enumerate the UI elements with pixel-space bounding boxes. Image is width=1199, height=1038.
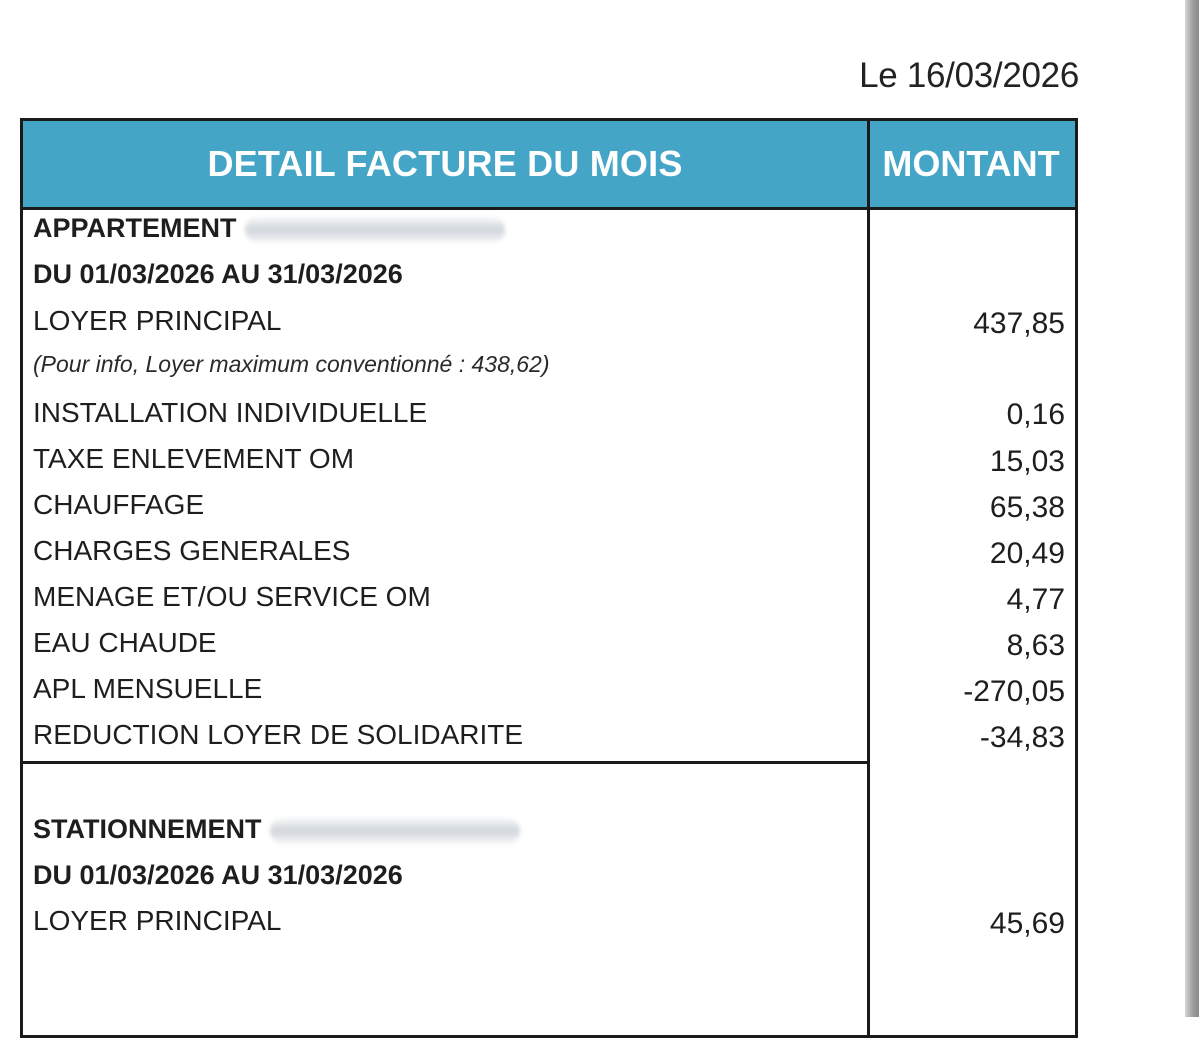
invoice-date: Le 16/03/2026 <box>859 56 1079 95</box>
line-label: CHAUFFAGE <box>33 489 205 520</box>
table-header <box>23 121 1075 210</box>
line-amount: 437,85 <box>973 307 1065 340</box>
page-edge-shadow <box>1185 0 1199 1017</box>
invoice-table <box>20 118 1078 1038</box>
line-amount: 0,16 <box>1006 398 1065 431</box>
apartment-title <box>33 213 505 244</box>
line-label: TAXE ENLEVEMENT OM <box>33 443 355 474</box>
header-detail: DETAIL FACTURE DU MOIS <box>207 143 683 184</box>
section-divider <box>23 761 870 764</box>
line-label: LOYER PRINCIPAL <box>33 905 282 936</box>
line-amount: 15,03 <box>989 445 1065 478</box>
line-amount: 45,69 <box>989 907 1065 940</box>
redacted-address <box>270 818 520 844</box>
line-label: APL MENSUELLE <box>33 673 263 704</box>
line-label: EAU CHAUDE <box>33 627 217 658</box>
line-amount: 65,38 <box>989 491 1065 524</box>
apartment-title-text: APPARTEMENT <box>33 213 237 243</box>
parking-title <box>33 814 520 845</box>
parking-title-text: STATIONNEMENT <box>33 814 262 844</box>
line-amount: -270,05 <box>963 675 1065 708</box>
line-label: INSTALLATION INDIVIDUELLE <box>33 397 428 428</box>
line-amount: 4,77 <box>1006 583 1065 616</box>
apartment-period: DU 01/03/2026 AU 31/03/2026 <box>33 259 403 289</box>
line-label: REDUCTION LOYER DE SOLIDARITE <box>33 719 524 750</box>
column-divider <box>867 121 870 1035</box>
header-amount: MONTANT <box>882 143 1060 184</box>
line-label: MENAGE ET/OU SERVICE OM <box>33 581 431 612</box>
line-amount: 20,49 <box>989 537 1065 570</box>
redacted-address <box>245 217 505 243</box>
parking-period: DU 01/03/2026 AU 31/03/2026 <box>33 860 403 890</box>
line-label: CHARGES GENERALES <box>33 535 351 566</box>
line-amount: 8,63 <box>1006 629 1065 662</box>
apartment-note: (Pour info, Loyer maximum conventionné : 438,62) <box>33 351 550 377</box>
line-label: LOYER PRINCIPAL <box>33 305 282 336</box>
line-amount: -34,83 <box>979 721 1065 754</box>
